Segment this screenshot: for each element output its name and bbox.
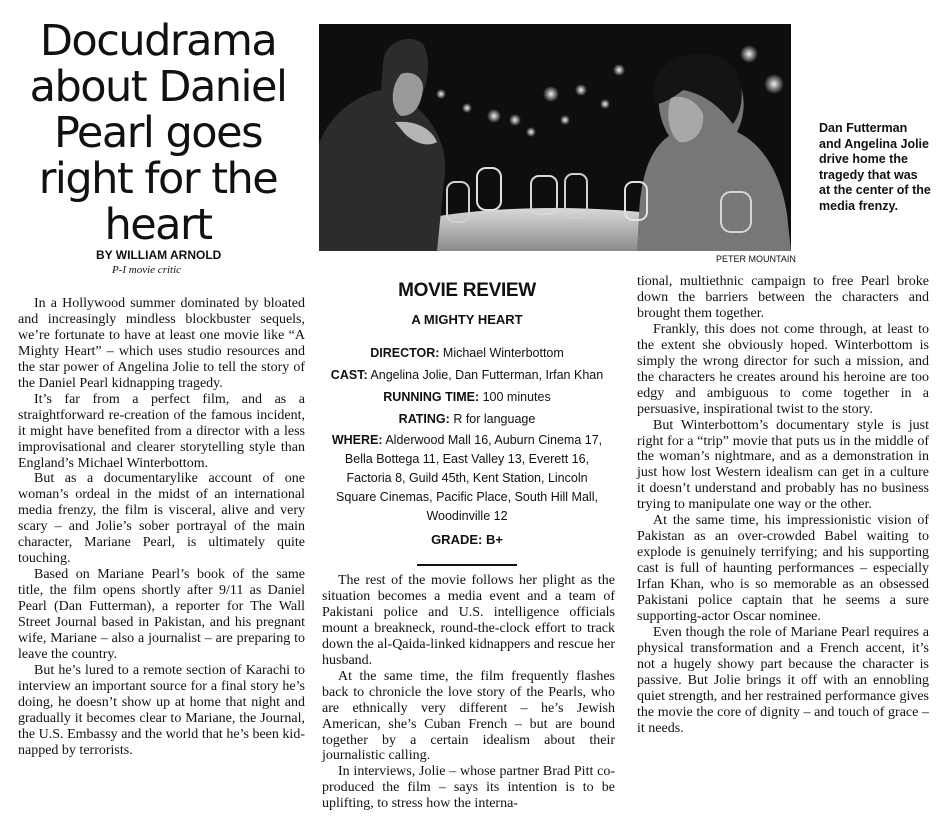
paragraph: In a Hollywood summer dominated by bloated and increasingly mindless blockbuster sequels, we’re fortunate to have at least one movie like “A Mighty Heart” – which uses studio resources and the star power of Angelina Jolie to tell the story of the Daniel Pearl kidnapping tragedy. [18,296,305,391]
paragraph: Based on Mariane Pearl’s book of the same title, the film opens shortly after 9/11 as Daniel Pearl (Dan Futterman), a reporter for The Wall Street Journal based in Pakistan, and his pregnant wife, Mariane – also a journalist – are preparing to leave the country. [18,567,305,662]
paragraph: But Winterbottom’s documentary style is just right for a “trip” movie that puts us in the middle of the woman’s nightmare, and as a demonstration in just how lost Western idealism can get in a culture it doesn’t understand and probably has no business trying to manipulate one way or the other. [637,417,929,513]
review-box-title: MOVIE REVIEW [398,280,536,301]
review-rating: RATING: R for language [398,412,536,426]
paragraph: Even though the role of Mariane Pearl requires a physical transformation and a French accent, it’s not a hugely showy part because the character is passive. But Jolie brings it off with an ennobling quiet strength, and her restrained performance gives the movie the core of dignity – and touch of grace – it needs. [637,624,929,736]
photo-credit: PETER MOUNTAIN [716,254,796,264]
paragraph: It’s far from a perfect film, and as a straightforward re-creation of the famous incident, it might have benefited from a director with a less improvisational and clearer storytelling style than England’s Michael Winterbottom. [18,391,305,471]
review-grade: GRADE: B+ [431,532,503,547]
photo-still [319,24,791,251]
paragraph: The rest of the movie follows her plight as the situation becomes a media event and a team of Pakistani police and U.S. intelligence officials mount a breakneck, round-the-clock effort to track down the al-Qaida-linked kidnappers and rescue her husband. [322,573,615,668]
photo [319,24,791,251]
paragraph: tional, multiethnic campaign to free Pearl broke down the barriers between the characters and brought them together. [637,274,929,321]
byline: BY WILLIAM ARNOLD [96,248,222,262]
article-column-3 [637,274,929,737]
review-cast: CAST: Angelina Jolie, Dan Futterman, Irfan Khan [330,368,604,382]
headline: Docudrama about Daniel Pearl goes right for the heart [29,16,287,250]
paragraph: But he’s lured to a remote section of Karachi to interview an important source for a final story he’s doing, he doesn’t show up at home that night and gradually it becomes clear to Mariane, the Journal, the U.S. Embassy and the world that he’s been kidnapped by terrorists. [18,662,305,758]
paragraph: At the same time, his impressionistic vision of Pakistan as an over-crowded Babel waiting to explode is genuinely terrifying; and his supporting cast is full of haunting performances – especially Irfan Khan, who is so memorable as an obsessed Pakistani police captain that he seems a sure supporting-actor Oscar nominee. [637,513,929,625]
paragraph: At the same time, the film frequently flashes back to chronicle the love story of the Pearls, who are ethnically very different – he’s Jewish American, she’s Cuban French – but are bound together by a certain idealism about their journalistic calling. [322,668,615,764]
review-movie-title: A MIGHTY HEART [411,312,523,327]
paragraph: But as a documentarylike account of one woman’s ordeal in the midst of an international media frenzy, the film is visceral, alive and very scary – and Jolie’s sober portrayal of the main character, Mariane Pearl, is ultimately quite touching. [18,471,305,567]
review-where: WHERE: Alderwood Mall 16, Auburn Cinema 17, Bella Bottega 11, East Valley 13, Everett 16, Factoria 8, Guild 45th, Kent Station, Lincoln Square Cinemas, Pacific Place, South Hill Mall, Woodinville 12 [331,433,603,523]
review-running-time: RUNNING TIME: 100 minutes [383,390,551,404]
article-column-1 [18,296,305,759]
paragraph: Frankly, this does not come through, at least to the extent she obviously hoped. Winterbottom is simply the wrong director for such a mission, and the characters he creates around his heroine are too edgy and ambiguous to come together in a persuasive, inspirational twist to the story. [637,321,929,417]
byline-role: P-I movie critic [112,264,182,276]
review-box [322,280,612,566]
article-column-2 [322,573,615,812]
divider [417,564,517,566]
paragraph: In interviews, Jolie – whose partner Brad Pitt co-produced the film – says its intention is to be uplifting, to stress how the interna- [322,764,615,812]
photo-caption: Dan Futterman and Angelina Jolie drive home the tragedy that was at the center of the media frenzy. [819,121,931,213]
review-director: DIRECTOR: Michael Winterbottom [370,346,564,360]
